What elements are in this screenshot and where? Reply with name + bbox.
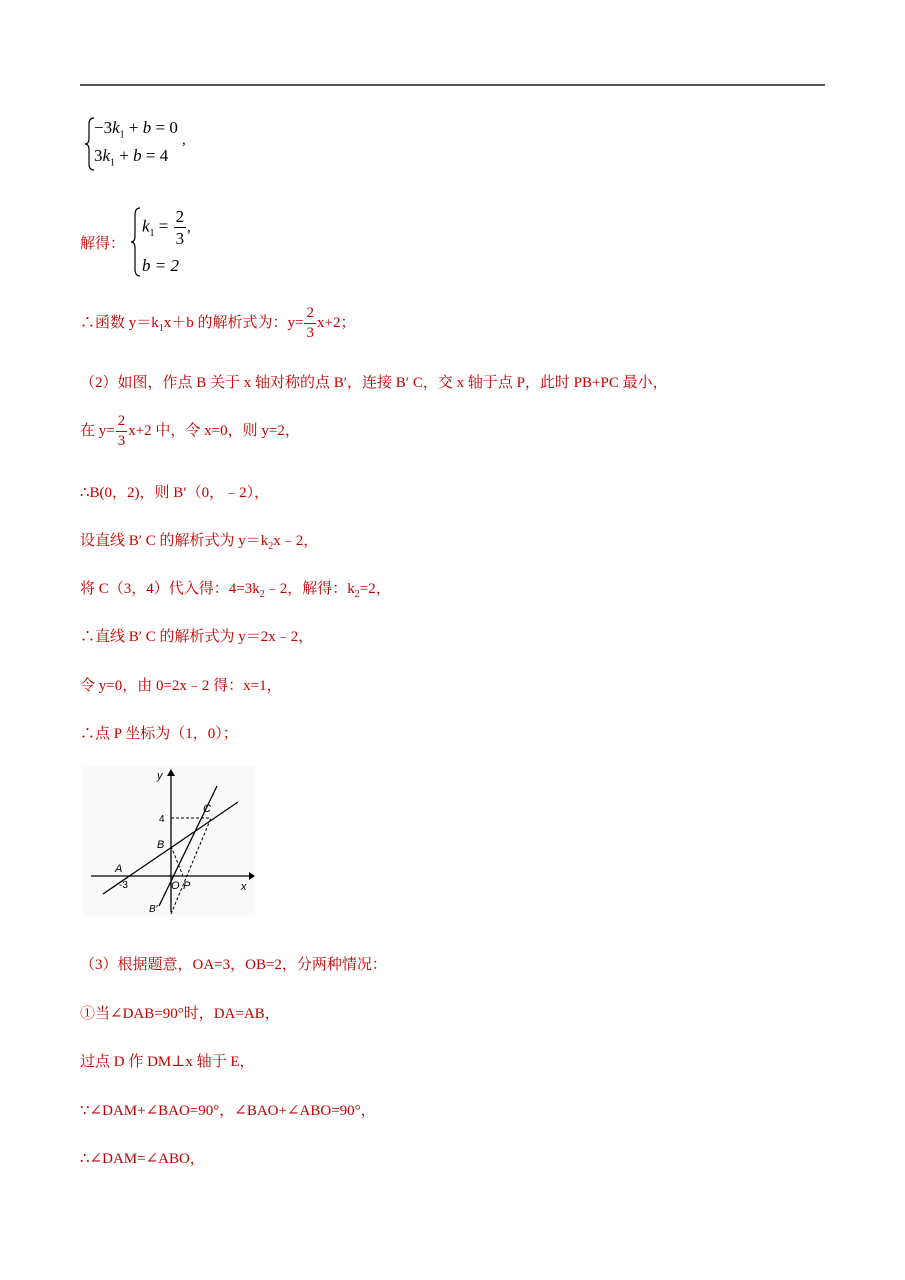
header-rule xyxy=(80,84,825,86)
text-line-dm: 过点 D 作 DM⊥x 轴于 E， xyxy=(80,1054,255,1070)
point-b-label: B xyxy=(157,839,165,851)
equation-line-2: $3k_1 + b = 4$ xyxy=(94,146,169,169)
point-o-label: O xyxy=(171,880,180,892)
k1-solution: $k_1$ = $\frac{2}{3}$ , xyxy=(142,207,191,248)
point-c-label: C xyxy=(203,803,211,815)
equation-line-1: $-3k_1 + b = 0$ xyxy=(94,118,178,141)
text-line-part2: （2）如图，作点 B 关于 x 轴对称的点 B′，连接 B′ C，交 x 轴于点 P，此时 PB+PC 最小， xyxy=(80,375,668,391)
text-line-set-line: 设直线 B′ C 的解析式为 $y=k_2x﹣2$， xyxy=(80,533,319,552)
text-line-because: ∵∠DAM+∠BAO=90°，∠BAO+∠ABO=90°， xyxy=(80,1103,376,1119)
equation-trail: , xyxy=(182,132,186,148)
text-line-line-expression: ∴直线 B′ C 的解析式为 y＝2x﹣2， xyxy=(80,629,314,645)
text-line-let-x0: 在 y= $\frac{2}{3}$ x+2 中，令 x=0，则 y=2， xyxy=(80,413,300,449)
label-x: x xyxy=(241,881,247,893)
text-line-point-p: ∴点 P 坐标为（1，0）； xyxy=(80,726,238,742)
text-line-case1: ①当∠DAB=90°时，DA=AB， xyxy=(80,1006,280,1022)
figure-background xyxy=(83,766,255,916)
solve-label: 解得： xyxy=(80,236,126,252)
function-expression-line: ∴函数 $y=k_1x+b$ 的解析式为：y= $\frac{2}{3}$ x+2； xyxy=(80,305,356,341)
tick-neg3: -3 xyxy=(119,880,128,891)
label-y: y xyxy=(157,770,163,782)
coordinate-figure xyxy=(83,766,255,916)
tick-4: 4 xyxy=(159,814,165,825)
b-solution: b = 2 xyxy=(142,256,179,275)
text-line-therefore: ∴∠DAM=∠ABO， xyxy=(80,1151,205,1167)
text-line-point-b: ∴B(0，2)，则 B′（0，﹣2）， xyxy=(80,485,270,501)
left-brace-icon xyxy=(130,206,142,278)
text-line-solve-x: 令 y=0，由 0=2x﹣2 得：x=1， xyxy=(80,678,282,694)
point-bprime-label: B′ xyxy=(149,904,158,915)
point-p-label: P xyxy=(183,880,191,892)
text-line-part3: （3）根据题意，OA=3，OB=2，分两种情况： xyxy=(80,957,387,973)
text-line-substitute: 将 C（3，4）代入得：$4=3k_2﹣2$，解得：$k_2=2$， xyxy=(80,581,391,600)
point-a-label: A xyxy=(115,863,123,875)
